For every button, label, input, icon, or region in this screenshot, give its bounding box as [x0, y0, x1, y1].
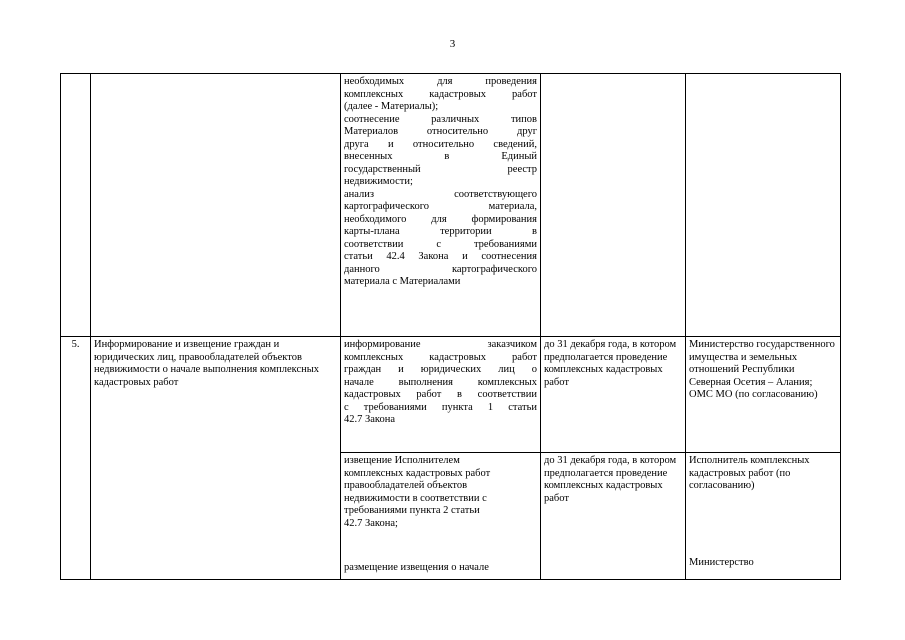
- actions-continued-line: комплексных кадастровых работ: [344, 88, 537, 100]
- row-number: 5.: [61, 337, 91, 580]
- notify-action-line: правообладателей объектов: [344, 480, 468, 491]
- actions-continued-line: внесенных в Единый: [344, 151, 537, 162]
- actions-continued-line: статьи 42.4 Закона и соотнесения: [344, 251, 537, 262]
- cell-responsible-inform: Министерство государственного имущества и земельных отношений Республики Северная Осетия – Алания; ОМС МО (по согласованию): [686, 337, 841, 453]
- actions-continued-line: карты-плана территории в: [344, 226, 537, 237]
- actions-continued-line: соответствии с требованиями: [344, 238, 537, 250]
- notify-action-line: недвижимости в соответствии с: [344, 492, 487, 504]
- cell-action-inform: [341, 337, 541, 453]
- actions-continued-line: Материалов относительно друг: [344, 126, 537, 137]
- responsible-contractor: Исполнитель комплексных кадастровых работ (по согласованию): [689, 455, 810, 491]
- cell-deadline-notify: до 31 декабря года, в котором предполагается проведение комплексных кадастровых работ: [541, 453, 686, 580]
- inform-action-line: кадастровых работ в соответствии: [344, 389, 537, 400]
- cell-actions-continued: [341, 74, 541, 337]
- cell-deadline-inform: до 31 декабря года, в котором предполагается проведение комплексных кадастровых работ: [541, 337, 686, 453]
- cell-deadline-empty: [541, 74, 686, 337]
- notify-tail: размещение извещения о начале: [344, 562, 489, 573]
- actions-continued-line: необходимых для проведения: [344, 76, 537, 87]
- actions-continued-line: (далее - Материалы);: [344, 101, 439, 112]
- page-number: 3: [449, 38, 456, 50]
- cell-responsible-empty: [686, 74, 841, 337]
- inform-action-line: 42.7 Закона: [344, 414, 396, 425]
- notify-action-line: 42.7 Закона;: [344, 517, 398, 529]
- notify-action-line: извещение Исполнителем: [344, 455, 460, 466]
- actions-continued-line: данного картографического: [344, 263, 537, 275]
- cell-action-notify: [341, 453, 541, 580]
- actions-continued-line: необходимого для формирования: [344, 213, 537, 225]
- inform-action-line: информирование заказчиком: [344, 339, 537, 350]
- table-row-continuation: [61, 74, 841, 337]
- actions-continued-line: материала с Материалами: [344, 276, 461, 287]
- notify-text: [344, 455, 537, 530]
- notify-action-line: требованиями пункта 2 статьи: [344, 505, 480, 516]
- inform-action-line: комплексных кадастровых работ: [344, 351, 537, 363]
- inform-action-line: начале выполнения комплексных: [344, 376, 537, 388]
- inform-action-line: граждан и юридических лиц о: [344, 364, 537, 375]
- inform-action-line: с требованиями пункта 1 статьи: [344, 401, 537, 413]
- table-row-5a: [61, 337, 841, 453]
- actions-continued-line: соотнесение различных типов: [344, 113, 537, 125]
- cell-responsible-notify: [686, 453, 841, 580]
- actions-continued-line: недвижимости;: [344, 176, 413, 187]
- cell-number-empty: [61, 74, 91, 337]
- actions-continued-line: анализ соответствующего: [344, 188, 537, 200]
- actions-continued-line: друга и относительно сведений,: [344, 138, 537, 150]
- responsible-ministry: Министерство: [689, 556, 754, 568]
- notify-action-line: комплексных кадастровых работ: [344, 467, 491, 479]
- plan-table: [60, 73, 841, 580]
- actions-continued-line: картографического материала,: [344, 201, 537, 212]
- row-title: Информирование и извещение граждан и юридических лиц, правообладателей объектов недвижимости о начале выполнения комплексных кадастровых работ: [91, 337, 341, 580]
- cell-title-empty: [91, 74, 341, 337]
- actions-continued-line: государственный реестр: [344, 163, 537, 175]
